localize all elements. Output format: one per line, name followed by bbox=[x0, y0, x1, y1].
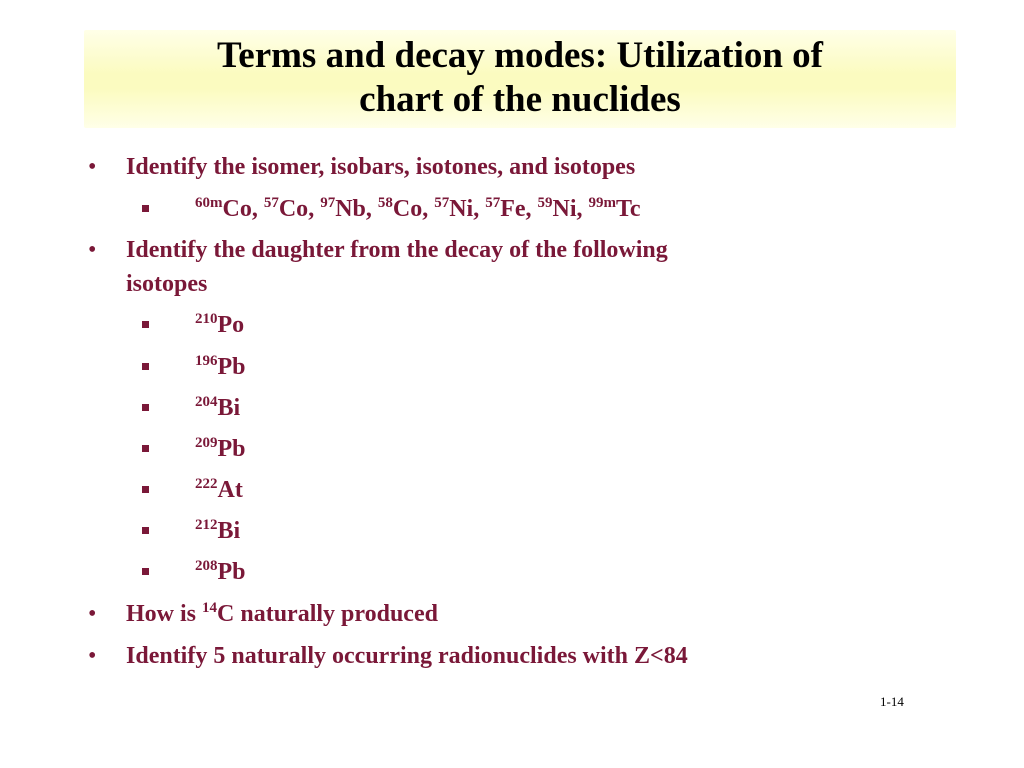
sub-bullet-item bbox=[142, 432, 902, 466]
mass-number: 60m bbox=[195, 195, 223, 211]
element-symbol: Co bbox=[392, 196, 423, 222]
mass-number: 58 bbox=[377, 195, 393, 211]
element-symbol: Fe bbox=[500, 196, 526, 222]
separator: , bbox=[473, 196, 486, 222]
sub-bullet-item bbox=[142, 308, 902, 342]
mass-number: 222 bbox=[195, 476, 218, 492]
element-symbol: Tc bbox=[616, 196, 641, 222]
bullet-item bbox=[88, 597, 868, 631]
slide-number: 1-14 bbox=[880, 694, 904, 709]
square-bullet-icon bbox=[142, 321, 149, 328]
bullet-text-line-2: isotopes bbox=[126, 271, 208, 297]
bullet-glyph: • bbox=[88, 643, 97, 669]
element-symbol: Co bbox=[222, 196, 252, 222]
mass-number: 57 bbox=[263, 195, 279, 211]
separator: , bbox=[365, 196, 378, 222]
element-symbol: Nb bbox=[335, 196, 366, 222]
square-bullet-icon bbox=[142, 527, 149, 534]
separator: , bbox=[251, 196, 264, 222]
element-symbol: Pb bbox=[217, 436, 246, 462]
mass-number: 196 bbox=[195, 353, 218, 369]
square-bullet-icon bbox=[142, 363, 149, 370]
element-symbol: Ni bbox=[552, 196, 577, 222]
bullet-text: How is $^{14}$C naturally produced bbox=[126, 600, 438, 627]
bullet-text bbox=[126, 233, 868, 301]
mass-number: 14 bbox=[202, 600, 218, 616]
square-bullet-icon bbox=[142, 445, 149, 452]
mass-number: 204 bbox=[195, 394, 218, 410]
mass-number: 212 bbox=[195, 517, 218, 533]
bullet-item bbox=[88, 639, 868, 673]
square-bullet-icon bbox=[142, 404, 149, 411]
sub-bullet-item bbox=[142, 514, 902, 548]
separator: , bbox=[308, 196, 321, 222]
bullet-glyph: • bbox=[88, 154, 97, 180]
title-line-1: Terms and decay modes: Utilization of bbox=[216, 35, 824, 76]
separator: , bbox=[576, 196, 589, 222]
sub-bullet-item bbox=[142, 391, 902, 425]
sub-bullet-item bbox=[142, 555, 902, 589]
mass-number: 208 bbox=[195, 558, 218, 574]
sub-bullet-item bbox=[142, 473, 902, 507]
bullet-glyph: • bbox=[88, 601, 97, 627]
nuclide-list bbox=[195, 192, 902, 226]
mass-number: 210 bbox=[195, 311, 218, 327]
square-bullet-icon bbox=[142, 486, 149, 493]
element-symbol: Pb bbox=[217, 354, 246, 380]
sub-bullet-item bbox=[142, 192, 902, 226]
separator: , bbox=[525, 196, 538, 222]
square-bullet-icon bbox=[142, 205, 149, 212]
title-line-2: chart of the nuclides bbox=[359, 79, 681, 120]
separator: , bbox=[422, 196, 435, 222]
mass-number: 57 bbox=[485, 195, 501, 211]
mass-number: 99m bbox=[588, 195, 617, 211]
bullet-text: Identify 5 naturally occurring radionuclides with Z<84 bbox=[126, 643, 688, 669]
element-symbol: Bi bbox=[217, 518, 241, 544]
bullet-item bbox=[88, 150, 868, 184]
element-symbol: Pb bbox=[217, 559, 246, 585]
mass-number: 57 bbox=[434, 195, 450, 211]
element-symbol: Ni bbox=[449, 196, 474, 222]
bullet-glyph: • bbox=[88, 237, 97, 263]
bullet-text-line-1: Identify the daughter from the decay of the following bbox=[126, 237, 668, 263]
square-bullet-icon bbox=[142, 568, 149, 575]
element-symbol: Co bbox=[278, 196, 309, 222]
mass-number: 59 bbox=[537, 195, 553, 211]
mass-number: 209 bbox=[195, 435, 218, 451]
mass-number: 97 bbox=[320, 195, 336, 211]
sub-bullet-item bbox=[142, 350, 902, 384]
bullet-text: Identify the isomer, isobars, isotones, and isotopes bbox=[126, 154, 636, 180]
bullet-item bbox=[88, 233, 868, 301]
element-symbol: At bbox=[217, 477, 243, 503]
element-symbol: Po bbox=[217, 312, 245, 338]
element-symbol: Bi bbox=[217, 395, 241, 421]
